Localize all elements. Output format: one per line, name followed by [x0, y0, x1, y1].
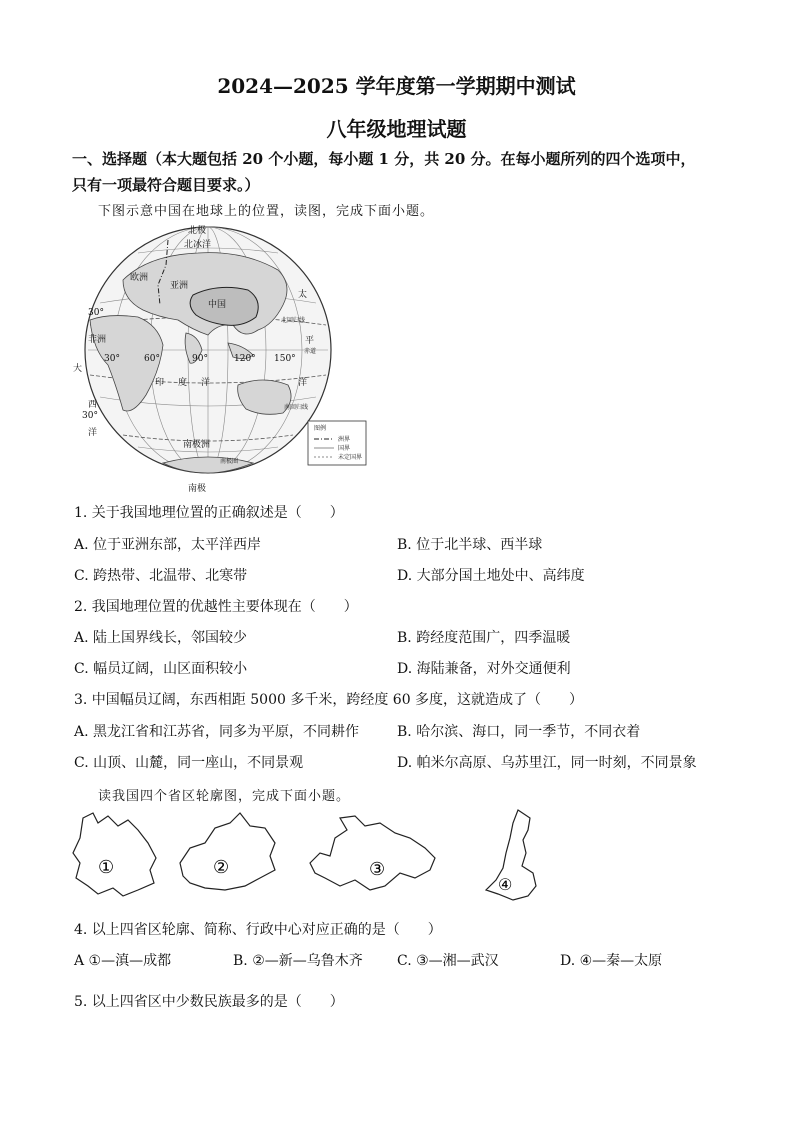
province-outline-2 [175, 808, 285, 908]
q4-option-b[interactable]: B. ②—新—乌鲁木齐 [233, 953, 363, 969]
label-lat-30s: 30° [82, 411, 98, 421]
intro-provinces: 读我国四个省区轮廓图，完成下面小题。 [98, 789, 351, 804]
label-lon-30: 30° [104, 354, 120, 364]
label-pacific-3: 洋 [298, 378, 308, 388]
label-europe: 欧洲 [130, 273, 149, 283]
q3-option-b[interactable]: B. 哈尔滨、海口，同一季节，不同衣着 [397, 724, 641, 740]
province-outline-4 [478, 808, 548, 908]
label-lon-90: 90° [192, 354, 208, 364]
label-china: 中国 [208, 300, 227, 310]
q1-option-c[interactable]: C. 跨热带、北温带、北寒带 [74, 568, 248, 584]
q1-option-a[interactable]: A. 位于亚洲东部，太平洋西岸 [74, 537, 262, 553]
label-south-tropic: 南回归线 [284, 404, 309, 411]
province-label-4: ④ [498, 875, 513, 894]
label-indian-2: 度 [178, 378, 188, 388]
section-heading-line2: 只有一项最符合题目要求。） [72, 176, 260, 194]
label-antarctic-circle: 南极圈 [220, 458, 239, 465]
legend-undefined-boundary: 未定国界 [338, 454, 363, 461]
q4-option-c[interactable]: C. ③—湘—武汉 [397, 953, 499, 969]
label-atlantic-3: 洋 [88, 428, 98, 438]
legend-continent-boundary: 洲界 [338, 436, 351, 443]
label-north-pole: 北极 [188, 226, 207, 236]
exam-title: 2024—2025 学年度第一学期期中测试 [217, 74, 576, 98]
q3-option-a[interactable]: A. 黑龙江省和江苏省，同多为平原，不同耕作 [74, 724, 360, 740]
label-atlantic-1: 大 [73, 364, 83, 374]
label-north-tropic: 北回归线 [281, 317, 306, 324]
question-4-stem: 4. 以上四省区轮廓、简称、行政中心对应正确的是（ ） [74, 922, 442, 938]
label-indian-3: 洋 [201, 378, 211, 388]
question-2-stem: 2. 我国地理位置的优越性主要体现在（ ） [74, 599, 358, 615]
section-heading [72, 146, 732, 198]
question-1-stem: 1. 关于我国地理位置的正确叙述是（ ） [74, 505, 344, 521]
q1-option-d[interactable]: D. 大部分国土地处中、高纬度 [397, 568, 585, 584]
globe-figure [68, 225, 378, 495]
label-south-pole: 南极 [188, 484, 207, 494]
province-outline-1 [68, 808, 163, 908]
q2-option-b[interactable]: B. 跨经度范围广，四季温暖 [397, 630, 571, 646]
legend-title: 图例 [314, 425, 327, 432]
intro-globe: 下图示意中国在地球上的位置，读图，完成下面小题。 [98, 204, 435, 219]
q2-option-d[interactable]: D. 海陆兼备，对外交通便利 [397, 661, 571, 677]
q1-option-b[interactable]: B. 位于北半球、西半球 [397, 537, 543, 553]
section-heading-line1: 一、选择题（本大题包括 20 个小题，每小题 1 分，共 20 分。在每小题所列的四个选项中， [72, 150, 696, 168]
province-label-3: ③ [369, 859, 386, 880]
map-legend [308, 421, 366, 465]
q3-option-c[interactable]: C. 山顶、山麓，同一座山，不同景观 [74, 755, 304, 771]
label-lon-150: 150° [274, 354, 296, 364]
label-asia: 亚洲 [170, 281, 189, 291]
label-lat-30n: 30° [88, 308, 104, 318]
label-pacific-2: 平 [305, 336, 315, 346]
province-label-2: ② [213, 857, 230, 878]
q4-option-a[interactable]: A ①—滇—成都 [74, 953, 172, 969]
legend-national-boundary: 国界 [338, 445, 351, 452]
province-outline-3 [305, 808, 445, 908]
question-5-stem: 5. 以上四省区中少数民族最多的是（ ） [74, 994, 344, 1010]
exam-subtitle: 八年级地理试题 [326, 117, 467, 141]
question-3-stem: 3. 中国幅员辽阔，东西相距 5000 多千米，跨经度 60 多度，这就造成了（ ） [74, 692, 584, 708]
label-antarctica: 南极洲 [183, 440, 211, 450]
label-equator: 赤道 [304, 348, 317, 355]
q4-option-d[interactable]: D. ④—秦—太原 [560, 953, 663, 969]
label-atlantic-2: 西 [88, 400, 98, 410]
label-lon-120: 120° [234, 354, 256, 364]
label-lon-60: 60° [144, 354, 160, 364]
province-label-1: ① [98, 857, 115, 878]
q3-option-d[interactable]: D. 帕米尔高原、乌苏里江，同一时刻，不同景象 [397, 755, 697, 771]
label-africa: 非洲 [88, 335, 107, 345]
label-arctic-ocean: 北冰洋 [184, 240, 212, 250]
label-indian-1: 印 [155, 378, 165, 388]
label-pacific-1: 太 [298, 290, 308, 300]
q2-option-a[interactable]: A. 陆上国界线长，邻国较少 [74, 630, 248, 646]
q2-option-c[interactable]: C. 幅员辽阔，山区面积较小 [74, 661, 248, 677]
